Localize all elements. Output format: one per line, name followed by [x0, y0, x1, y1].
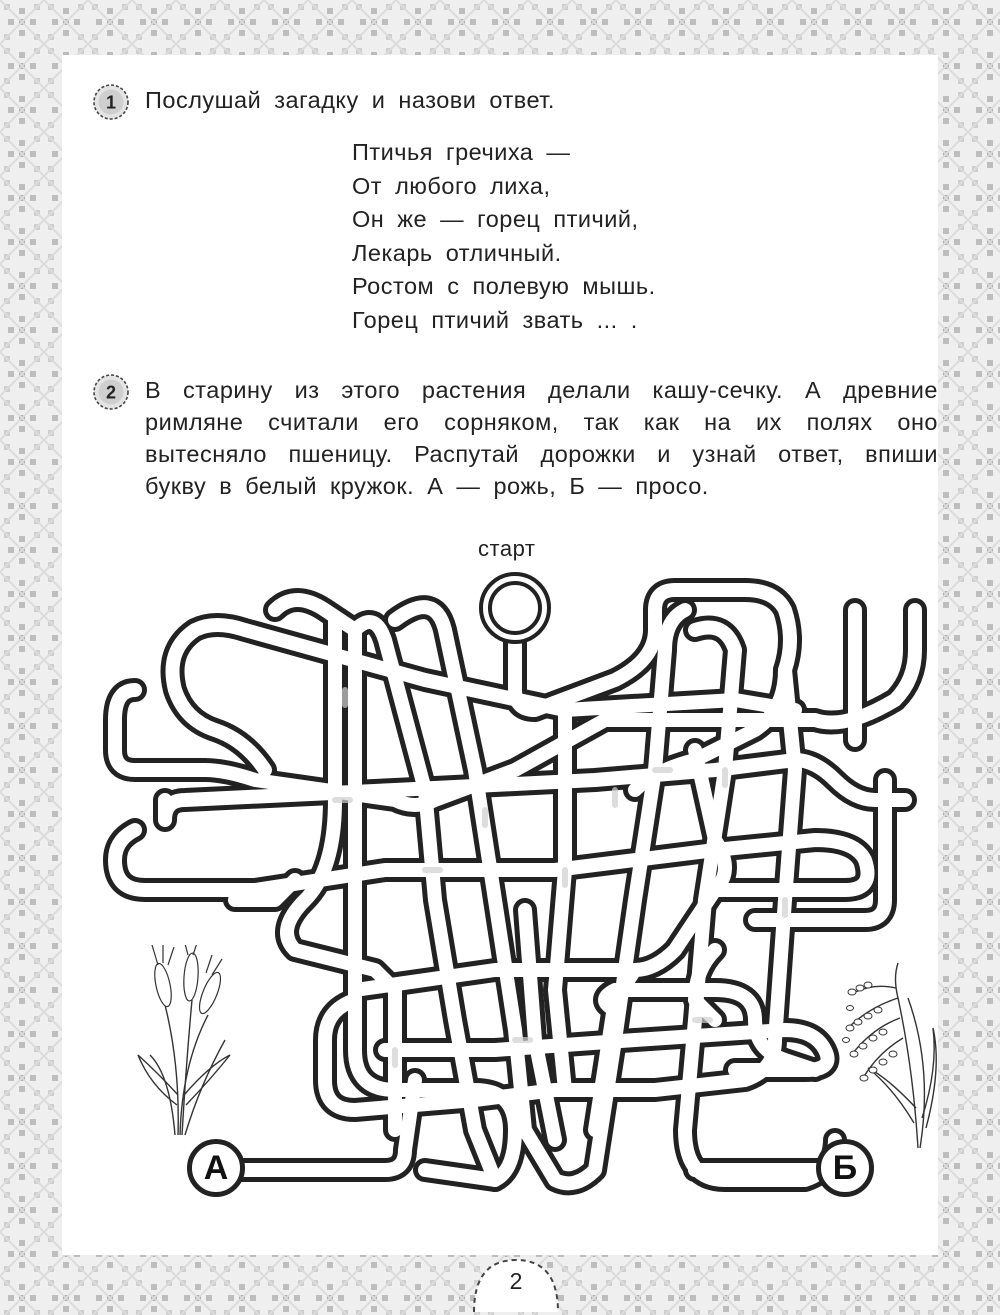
maze-start-label: старт — [478, 536, 536, 561]
riddle-poem — [352, 136, 656, 338]
poem-line: Птичья гречиха — — [352, 139, 571, 165]
task-1-number: 1 — [105, 92, 117, 113]
poem-line: От любого лиха, — [352, 172, 551, 199]
exit-b-circle: Б — [816, 1139, 874, 1197]
millet-icon — [838, 958, 948, 1148]
page-number: 2 — [509, 1268, 523, 1294]
task-1-text: Послушай загадку и назови ответ. — [145, 87, 555, 113]
task-number-badge — [93, 84, 129, 120]
poem-line: Ростом с полевую мышь. — [352, 273, 656, 300]
rye-icon — [130, 945, 240, 1135]
page-number-badge — [470, 1252, 562, 1312]
poem-line: Лекарь отличный. — [352, 239, 562, 266]
task-2-number: 2 — [105, 382, 117, 403]
poem-line: Он же — горец птичий, — [352, 206, 639, 233]
task-2-text: В старину из этого растения делали кашу-сечку. А древние римляне считали его сорняком, так как на их полях оно вытесняло пшеницу. Распутай дорожки и узнай ответ, впиши букву в белый кружок. А — рожь, Б — просо. — [145, 377, 938, 499]
task-number-badge — [93, 374, 129, 410]
task-2 — [93, 374, 938, 502]
poem-line: Горец птичий звать ... . — [352, 306, 638, 333]
task-1 — [93, 84, 555, 120]
exit-a-circle: А — [187, 1139, 245, 1197]
